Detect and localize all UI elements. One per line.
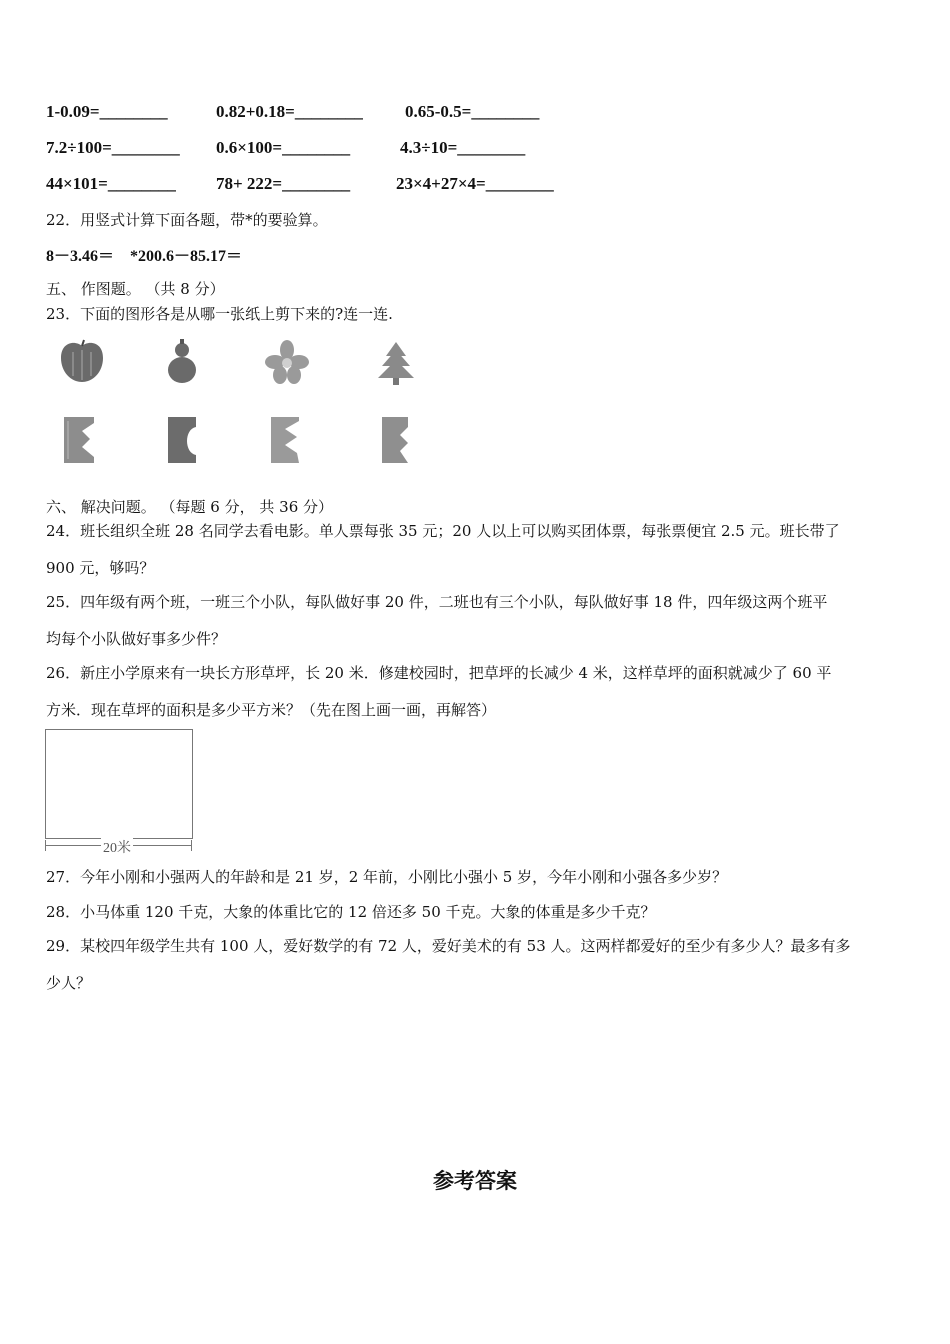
apple-icon bbox=[55, 338, 110, 388]
calc-item: 0.6×100=________ bbox=[216, 138, 351, 157]
question-23: 23．下面的图形各是从哪一张纸上剪下来的?连一连. bbox=[46, 305, 393, 323]
question-29-line2: 少人？ bbox=[46, 974, 92, 992]
question-24-line1: 24．班长组织全班 28 名同学去看电影。单人票每张 35 元；20 人以上可以购买团体票，每张票便宜 2.5 元。班长带了 bbox=[46, 522, 840, 540]
question-26-line1: 26．新庄小学原来有一块长方形草坪，长 20 米．修建校园时，把草坪的长减少 4 米，这样草坪的面积就减少了 60 平 bbox=[46, 664, 832, 682]
length-dimension bbox=[45, 838, 192, 854]
calc-item: 23×4+27×4=________ bbox=[396, 174, 554, 193]
dimension-tick-right bbox=[191, 840, 192, 851]
dimension-tick-left bbox=[45, 840, 46, 851]
tree-icon bbox=[372, 338, 420, 388]
gourd-icon bbox=[160, 338, 205, 388]
question-22: 22．用竖式计算下面各题，带*的要验算。 bbox=[46, 211, 328, 229]
question-22-items: 8－3.46＝ *200.6－85.17＝ bbox=[46, 248, 243, 265]
question-25-line2: 均每个小队做好事多少件？ bbox=[46, 630, 227, 648]
calc-item: 4.3÷10=________ bbox=[400, 138, 526, 157]
calc-item: 0.65-0.5=________ bbox=[405, 102, 540, 121]
question-29-line1: 29．某校四年级学生共有 100 人，爱好数学的有 72 人，爱好美术的有 53 人。这两样都爱好的至少有多少人？最多有多 bbox=[46, 937, 851, 955]
question-28: 28．小马体重 120 千克，大象的体重比它的 12 倍还多 50 千克。大象的体重是多少千克？ bbox=[46, 903, 656, 921]
paper-cut-3 bbox=[267, 413, 307, 468]
paper-cut-4 bbox=[378, 413, 418, 468]
question-27: 27．今年小刚和小强两人的年龄和是 21 岁，2 年前，小刚比小强小 5 岁，今年小刚和小强各多少岁？ bbox=[46, 868, 728, 886]
answers-title: 参考答案 bbox=[433, 1168, 517, 1193]
flower-icon bbox=[262, 338, 312, 388]
figure-label: 20米 bbox=[101, 837, 133, 857]
calc-item: 7.2÷100=________ bbox=[46, 138, 180, 157]
calc-item: 0.82+0.18=________ bbox=[216, 102, 363, 121]
question-26-line2: 方米．现在草坪的面积是多少平方米？（先在图上画一画，再解答） bbox=[46, 701, 497, 719]
calc-item: 44×101=________ bbox=[46, 174, 176, 193]
lawn-rectangle bbox=[45, 729, 193, 839]
section-6-title: 六、 解决问题。 （每题 6 分， 共 36 分） bbox=[46, 498, 334, 516]
section-5-title: 五、 作图题。 （共 8 分） bbox=[46, 280, 225, 298]
paper-cut-2 bbox=[162, 413, 202, 468]
question-24-line2: 900 元，够吗？ bbox=[46, 559, 155, 577]
paper-cut-1 bbox=[60, 413, 100, 468]
calc-item: 78+ 222=________ bbox=[216, 174, 351, 193]
question-25-line1: 25．四年级有两个班，一班三个小队，每队做好事 20 件，二班也有三个小队，每队做好事 18 件，四年级这两个班平 bbox=[46, 593, 828, 611]
calc-item: 1-0.09=________ bbox=[46, 102, 168, 121]
